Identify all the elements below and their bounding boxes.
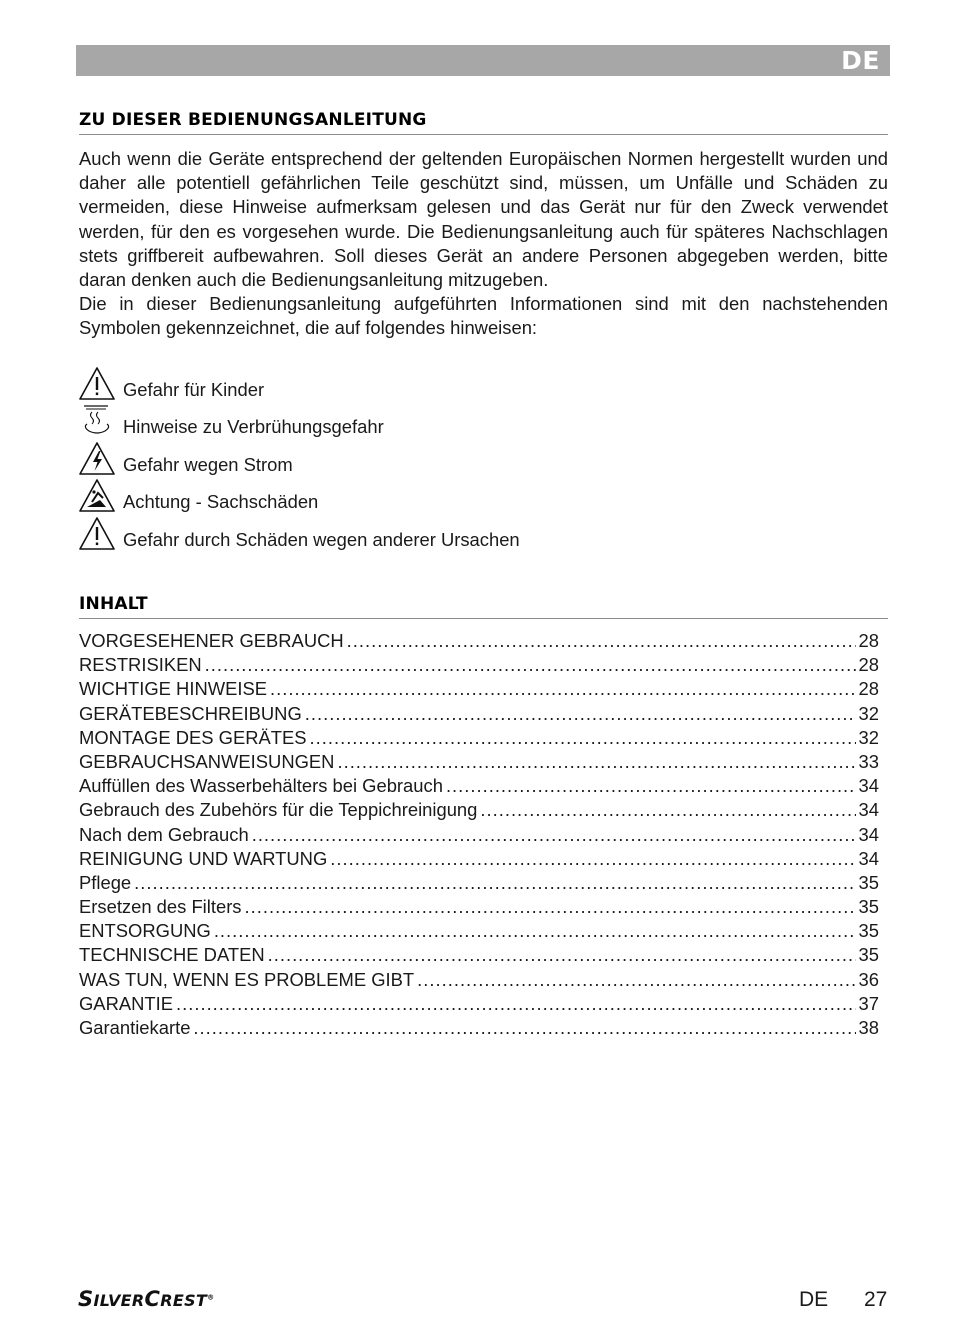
toc-leader-dots (310, 727, 856, 749)
toc-entry (79, 848, 879, 872)
intro-paragraph: Auch wenn die Geräte entsprechend der geltenden Europäischen Normen hergestellt wurden und daher alle potentiell gefährlichen Teile geschützt sind, müssen, um Unfälle und Schäden zu vermeiden, diese Hinweise aufmerksam gelesen und das Gerät nur für den Zweck verwendet werden, für den es vorgesehen wurde. Die Bedienungsanleitung auch für späteres Nachschlagen stets griffbereit aufbewahren. Soll dieses Gerät an andere Personen abgegeben werden, bitte daran denken auch die Bedienungsanleitung mitzugeben. (79, 148, 888, 291)
steam-scald-icon (78, 403, 118, 439)
about-manual-heading: ZU DIESER BEDIENUNGSANLEITUNG (79, 110, 888, 135)
toc-entry (79, 920, 879, 944)
toc-entry (79, 944, 879, 968)
toc-entry (79, 993, 879, 1017)
toc-entry-title: VORGESEHENER GEBRAUCH (79, 630, 344, 651)
toc-entry-page: 32 (858, 702, 879, 724)
symbol-label: Gefahr für Kinder (123, 378, 265, 400)
toc-entry-page: 34 (858, 775, 879, 797)
toc-entry-page: 36 (858, 968, 879, 990)
intro-text (79, 147, 888, 341)
language-tab-label: DE (841, 46, 880, 75)
electric-hazard-icon (78, 441, 118, 477)
toc-entry-title: Ersetzen des Filters (79, 896, 242, 918)
toc-leader-dots (305, 703, 856, 725)
toc-entry-page: 34 (858, 847, 879, 869)
symbol-legend-item (78, 439, 778, 477)
silvercrest-logo: SILVERCREST® (78, 1287, 215, 1311)
toc-entry-page: 33 (858, 750, 879, 772)
toc-entry-title: WAS TUN, WENN ES PROBLEME GIBT (79, 968, 415, 990)
toc-entry-page: 38 (858, 1017, 879, 1038)
toc-entry-page: 34 (858, 823, 879, 845)
intro-paragraph: Die in dieser Bedienungsanleitung aufgeführten Informationen sind mit den nachstehenden Symbolen gekennzeichnet, die auf folgendes hinweisen: (79, 293, 888, 339)
toc-entry-title: GERÄTEBESCHREIBUNG (79, 702, 302, 724)
toc-leader-dots (134, 872, 855, 894)
table-of-contents (79, 630, 879, 1041)
toc-entry-page: 28 (858, 630, 879, 651)
symbol-legend (78, 364, 778, 552)
toc-entry (79, 896, 879, 920)
symbol-label: Gefahr wegen Strom (123, 453, 293, 475)
symbol-legend-item (78, 364, 778, 402)
toc-entry (79, 678, 879, 702)
toc-entry (79, 872, 879, 896)
toc-entry-title: Nach dem Gebrauch (79, 823, 249, 845)
toc-entry-title: REINIGUNG UND WARTUNG (79, 847, 328, 869)
symbol-label: Gefahr durch Schäden wegen anderer Ursachen (123, 528, 520, 550)
toc-entry-page: 35 (858, 871, 879, 893)
toc-leader-dots (245, 896, 856, 918)
toc-entry (79, 775, 879, 799)
symbol-legend-item (78, 514, 778, 552)
toc-entry-title: Pflege (79, 871, 132, 893)
toc-entry-title: Garantiekarte (79, 1017, 191, 1038)
toc-leader-dots (270, 678, 856, 700)
toc-entry-title: GEBRAUCHSANWEISUNGEN (79, 750, 335, 772)
toc-leader-dots (214, 920, 856, 942)
toc-entry-page: 35 (858, 920, 879, 942)
toc-leader-dots (417, 969, 855, 991)
toc-entry (79, 654, 879, 678)
toc-entry-title: RESTRISIKEN (79, 654, 202, 676)
property-damage-icon (78, 478, 118, 514)
toc-entry (79, 630, 879, 654)
toc-entry (79, 751, 879, 775)
toc-entry (79, 799, 879, 823)
toc-leader-dots (268, 944, 856, 966)
toc-entry-title: ENTSORGUNG (79, 920, 211, 942)
toc-entry-page: 32 (858, 726, 879, 748)
symbol-label: Achtung - Sachschäden (123, 491, 319, 512)
toc-entry-page: 28 (858, 654, 879, 676)
toc-entry-page: 35 (858, 944, 879, 966)
toc-entry-title: MONTAGE DES GERÄTES (79, 726, 307, 748)
symbol-legend-item (78, 477, 778, 515)
contents-heading: INHALT (79, 594, 888, 619)
page-number: 27 (864, 1288, 888, 1311)
warning-triangle-icon (78, 516, 118, 552)
toc-entry-page: 34 (858, 799, 879, 821)
toc-entry (79, 703, 879, 727)
toc-leader-dots (176, 993, 856, 1015)
toc-leader-dots (193, 1017, 855, 1039)
language-header-bar (76, 45, 890, 76)
toc-entry-page: 35 (858, 896, 879, 918)
toc-entry-title: WICHTIGE HINWEISE (79, 678, 267, 700)
toc-leader-dots (252, 824, 856, 846)
toc-entry-page: 37 (858, 992, 879, 1014)
toc-leader-dots (330, 848, 855, 870)
toc-entry-title: TECHNISCHE DATEN (79, 944, 265, 966)
toc-entry (79, 1017, 879, 1041)
toc-leader-dots (337, 751, 855, 773)
toc-leader-dots (446, 775, 856, 797)
toc-entry (79, 969, 879, 993)
toc-entry (79, 727, 879, 751)
toc-leader-dots (205, 654, 856, 676)
symbol-label: Hinweise zu Verbrühungsgefahr (123, 416, 384, 437)
toc-entry (79, 824, 879, 848)
warning-triangle-icon (78, 366, 118, 402)
toc-entry-title: GARANTIE (79, 992, 174, 1014)
symbol-legend-item (78, 402, 778, 440)
toc-entry-page: 28 (858, 678, 879, 700)
toc-entry-title: Gebrauch des Zubehörs für die Teppichreinigung (79, 799, 478, 821)
footer-language-label: DE (799, 1288, 829, 1311)
toc-leader-dots (480, 799, 855, 821)
toc-entry-title: Auffüllen des Wasserbehälters bei Gebrauch (79, 775, 443, 797)
toc-leader-dots (347, 630, 856, 652)
